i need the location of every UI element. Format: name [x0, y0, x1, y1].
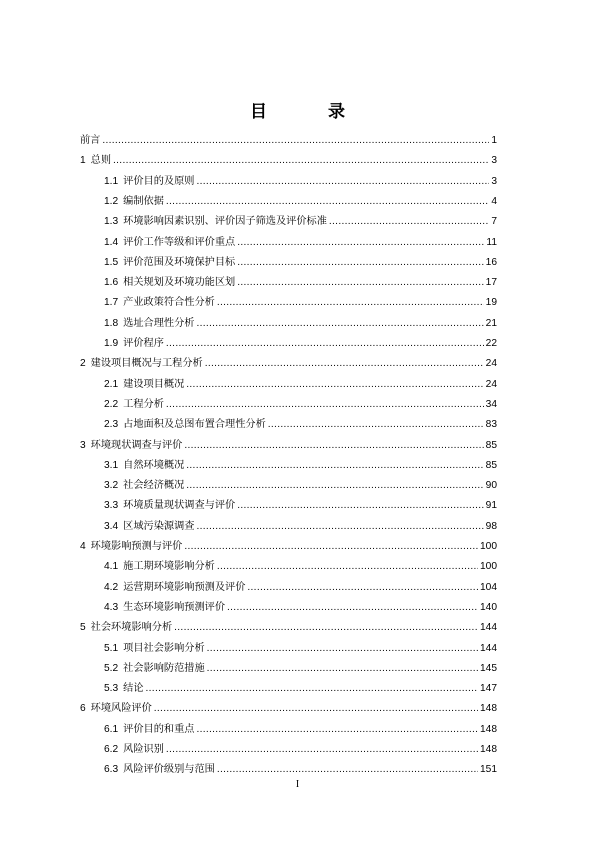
toc-entry[interactable]	[104, 456, 497, 476]
toc-entry-number: 1	[80, 155, 86, 167]
toc-entry-label: 评价目的及原则	[123, 175, 195, 187]
toc-entry[interactable]	[104, 395, 497, 415]
toc-entry-label: 区域污染源调查	[123, 520, 195, 532]
toc-entry-number: 2.3	[104, 419, 119, 431]
toc-entry-page: 24	[485, 378, 497, 390]
toc-entry-label: 社会环境影响分析	[90, 622, 173, 634]
toc-leader-dots	[186, 476, 483, 496]
toc-entry[interactable]	[104, 679, 497, 699]
toc-entry-label: 选址合理性分析	[123, 317, 195, 329]
page-title: 目 录	[250, 102, 367, 122]
toc-entry-page: 3	[491, 155, 497, 167]
toc-entry[interactable]	[80, 131, 497, 151]
toc-entry-page: 100	[480, 561, 497, 573]
toc-entry-page: 34	[485, 398, 497, 410]
toc-entry-number: 3.2	[104, 480, 119, 492]
toc-entry-label: 前言	[80, 135, 101, 146]
toc-entry-page: 7	[491, 216, 497, 228]
toc-entry-label: 风险识别	[123, 744, 164, 755]
toc-entry-label: 总则	[90, 155, 112, 167]
toc-entry-number: 1.3	[104, 216, 119, 228]
toc-entry[interactable]	[104, 172, 497, 192]
toc-entry[interactable]	[104, 212, 497, 232]
toc-entry-label: 评价范围及环境保护目标	[123, 256, 236, 268]
toc-entry-label: 产业政策符合性分析	[123, 297, 215, 309]
toc-entry-number: 2	[80, 358, 86, 370]
toc-entry-label: 评价程序	[123, 338, 164, 349]
toc-entry-page: 104	[480, 581, 497, 593]
toc-entry[interactable]	[104, 375, 497, 395]
toc-leader-dots	[217, 293, 484, 313]
toc-entry-page: 147	[480, 683, 497, 695]
toc-entry-label: 环境风险评价	[90, 703, 152, 715]
toc-entry[interactable]	[104, 760, 497, 780]
toc-entry[interactable]	[80, 537, 497, 557]
toc-entry-number: 1.6	[104, 277, 119, 289]
toc-entry-label: 工程分析	[123, 398, 164, 410]
toc-entry-number: 6.1	[104, 723, 119, 735]
toc-entry-number: 1.7	[104, 297, 119, 309]
toc-entry[interactable]	[104, 273, 497, 293]
toc-entry-number: 6.3	[104, 764, 119, 776]
toc-entry-number: 2.1	[104, 378, 119, 390]
toc-entry-label: 风险评价级别与范围	[123, 764, 215, 776]
toc-entry-label: 施工期环境影响分析	[123, 561, 215, 573]
toc-entry[interactable]	[104, 192, 497, 212]
toc-leader-dots	[154, 699, 478, 719]
toc-leader-dots	[166, 334, 484, 354]
toc-entry[interactable]	[104, 476, 497, 496]
toc-leader-dots	[102, 131, 489, 151]
toc-entry-number: 3.1	[104, 459, 119, 471]
toc-entry-number: 4.3	[104, 601, 119, 613]
toc-entry-number: 6.2	[104, 744, 119, 755]
toc-leader-dots	[186, 456, 483, 476]
toc-entry-page: 83	[485, 419, 497, 431]
toc-leader-dots	[174, 618, 478, 638]
toc-entry[interactable]	[80, 151, 497, 171]
toc-leader-dots	[237, 253, 483, 273]
toc-entry[interactable]	[80, 436, 497, 456]
toc-entry-page: 144	[480, 622, 497, 634]
toc-entry-page: 17	[485, 277, 497, 289]
toc-entry[interactable]	[104, 314, 497, 334]
toc-entry-page: 22	[485, 338, 497, 349]
toc-entry-number: 1.1	[104, 175, 119, 187]
toc-leader-dots	[207, 639, 478, 659]
toc-leader-dots	[237, 233, 484, 253]
toc-leader-dots	[217, 760, 478, 780]
toc-entry-page: 100	[480, 541, 497, 552]
toc-entry-label: 社会影响防范措施	[123, 662, 205, 674]
toc-leader-dots	[113, 151, 489, 171]
toc-entry[interactable]	[80, 354, 497, 374]
toc-leader-dots	[166, 740, 478, 760]
toc-entry-page: 85	[485, 459, 497, 471]
toc-entry-label: 生态环境影响预测评价	[123, 601, 226, 613]
toc-entry[interactable]	[104, 740, 497, 760]
toc-entry-page: 85	[485, 439, 497, 451]
toc-leader-dots	[196, 720, 478, 740]
toc-leader-dots	[329, 212, 489, 232]
toc-entry-number: 4.1	[104, 561, 119, 573]
toc-entry-page: 24	[485, 358, 497, 370]
toc-entry-number: 5.2	[104, 662, 119, 674]
toc-entry[interactable]	[104, 639, 497, 659]
toc-entry-label: 评价工作等级和评价重点	[123, 236, 236, 248]
toc-entry-number: 1.8	[104, 317, 119, 329]
toc-entry[interactable]	[104, 293, 497, 313]
toc-entry[interactable]	[104, 517, 497, 537]
toc-leader-dots	[196, 517, 483, 537]
toc-entry-page: 11	[486, 236, 497, 248]
toc-entry-number: 5	[80, 622, 86, 634]
toc-entry-page: 4	[491, 195, 497, 207]
toc-entry[interactable]	[104, 253, 497, 273]
toc-entry-page: 144	[480, 642, 497, 654]
toc-leader-dots	[205, 354, 484, 374]
toc-entry-number: 3.4	[104, 520, 119, 532]
toc-entry[interactable]	[104, 233, 497, 253]
toc-entry-page: 3	[491, 175, 497, 187]
toc-entry-label: 自然环境概况	[123, 459, 185, 471]
toc-entry-label: 建设项目概况与工程分析	[90, 358, 203, 370]
toc-leader-dots	[166, 192, 489, 212]
toc-leader-dots	[247, 578, 478, 598]
toc-entry-label: 占地面积及总图布置合理性分析	[123, 419, 266, 431]
toc-entry-page: 90	[485, 480, 497, 492]
toc-entry-number: 6	[80, 703, 86, 715]
toc-leader-dots	[184, 436, 483, 456]
toc-leader-dots	[196, 314, 483, 334]
toc-entry-page: 140	[480, 601, 497, 613]
toc-leader-dots	[166, 395, 484, 415]
toc-entry-label: 环境影响因素识别、评价因子筛选及评价标准	[123, 216, 327, 228]
toc-entry[interactable]	[80, 699, 497, 719]
toc-entry[interactable]	[104, 496, 497, 516]
toc-entry-page: 148	[480, 703, 497, 715]
toc-entry-number: 4.2	[104, 581, 119, 593]
toc-entry[interactable]	[104, 415, 497, 435]
toc-entry-label: 编制依据	[123, 195, 164, 207]
toc-entry-page: 148	[480, 723, 497, 735]
toc-entry[interactable]	[104, 578, 497, 598]
toc-leader-dots	[237, 496, 483, 516]
toc-entry-page: 1	[491, 135, 497, 146]
toc-entry-page: 148	[480, 744, 497, 755]
toc-entry-label: 环境现状调查与评价	[90, 439, 183, 451]
toc-entry-label: 结论	[123, 683, 144, 695]
toc-entry-label: 运营期环境影响预测及评价	[123, 581, 246, 593]
toc-entry[interactable]	[104, 334, 497, 354]
toc-entry-number: 4	[80, 541, 86, 552]
toc-entry[interactable]	[80, 618, 497, 638]
toc-entry-label: 环境质量现状调查与评价	[123, 500, 236, 512]
toc-entry-page: 151	[480, 764, 497, 776]
toc-entry-number: 2.2	[104, 398, 119, 410]
toc-entry-page: 91	[485, 500, 497, 512]
toc-entry-number: 1.5	[104, 256, 119, 268]
toc-entry-page: 16	[485, 256, 497, 268]
toc-entry-number: 3.3	[104, 500, 119, 512]
toc-leader-dots	[184, 537, 478, 557]
toc-entry[interactable]	[104, 598, 497, 618]
toc-entry[interactable]	[104, 659, 497, 679]
toc-leader-dots	[217, 557, 478, 577]
toc-entry[interactable]	[104, 557, 497, 577]
toc-entry-label: 环境影响预测与评价	[90, 541, 183, 552]
toc-entry-label: 评价目的和重点	[123, 723, 195, 735]
toc-entry-page: 145	[480, 662, 497, 674]
toc-entry-number: 5.3	[104, 683, 119, 695]
toc-leader-dots	[196, 172, 489, 192]
toc-entry-number: 1.9	[104, 338, 119, 349]
toc-leader-dots	[237, 273, 483, 293]
toc-leader-dots	[146, 679, 478, 699]
toc-entry-number: 5.1	[104, 642, 119, 654]
toc-entry-label: 项目社会影响分析	[123, 642, 205, 654]
toc-entry[interactable]	[104, 720, 497, 740]
toc-entry-label: 建设项目概况	[123, 378, 185, 390]
toc-entry-page: 21	[485, 317, 497, 329]
toc-entry-number: 3	[80, 439, 86, 451]
toc-entry-number: 1.2	[104, 195, 119, 207]
toc-entry-number: 1.4	[104, 236, 119, 248]
toc-leader-dots	[227, 598, 478, 618]
toc-entry-label: 社会经济概况	[123, 480, 185, 492]
toc-leader-dots	[268, 415, 484, 435]
toc-leader-dots	[207, 659, 478, 679]
toc-entry-page: 19	[485, 297, 497, 309]
toc-leader-dots	[186, 375, 483, 395]
toc-entry-page: 98	[485, 520, 497, 532]
page-number-footer: I	[295, 779, 300, 790]
toc-entry-label: 相关规划及环境功能区划	[123, 277, 236, 289]
